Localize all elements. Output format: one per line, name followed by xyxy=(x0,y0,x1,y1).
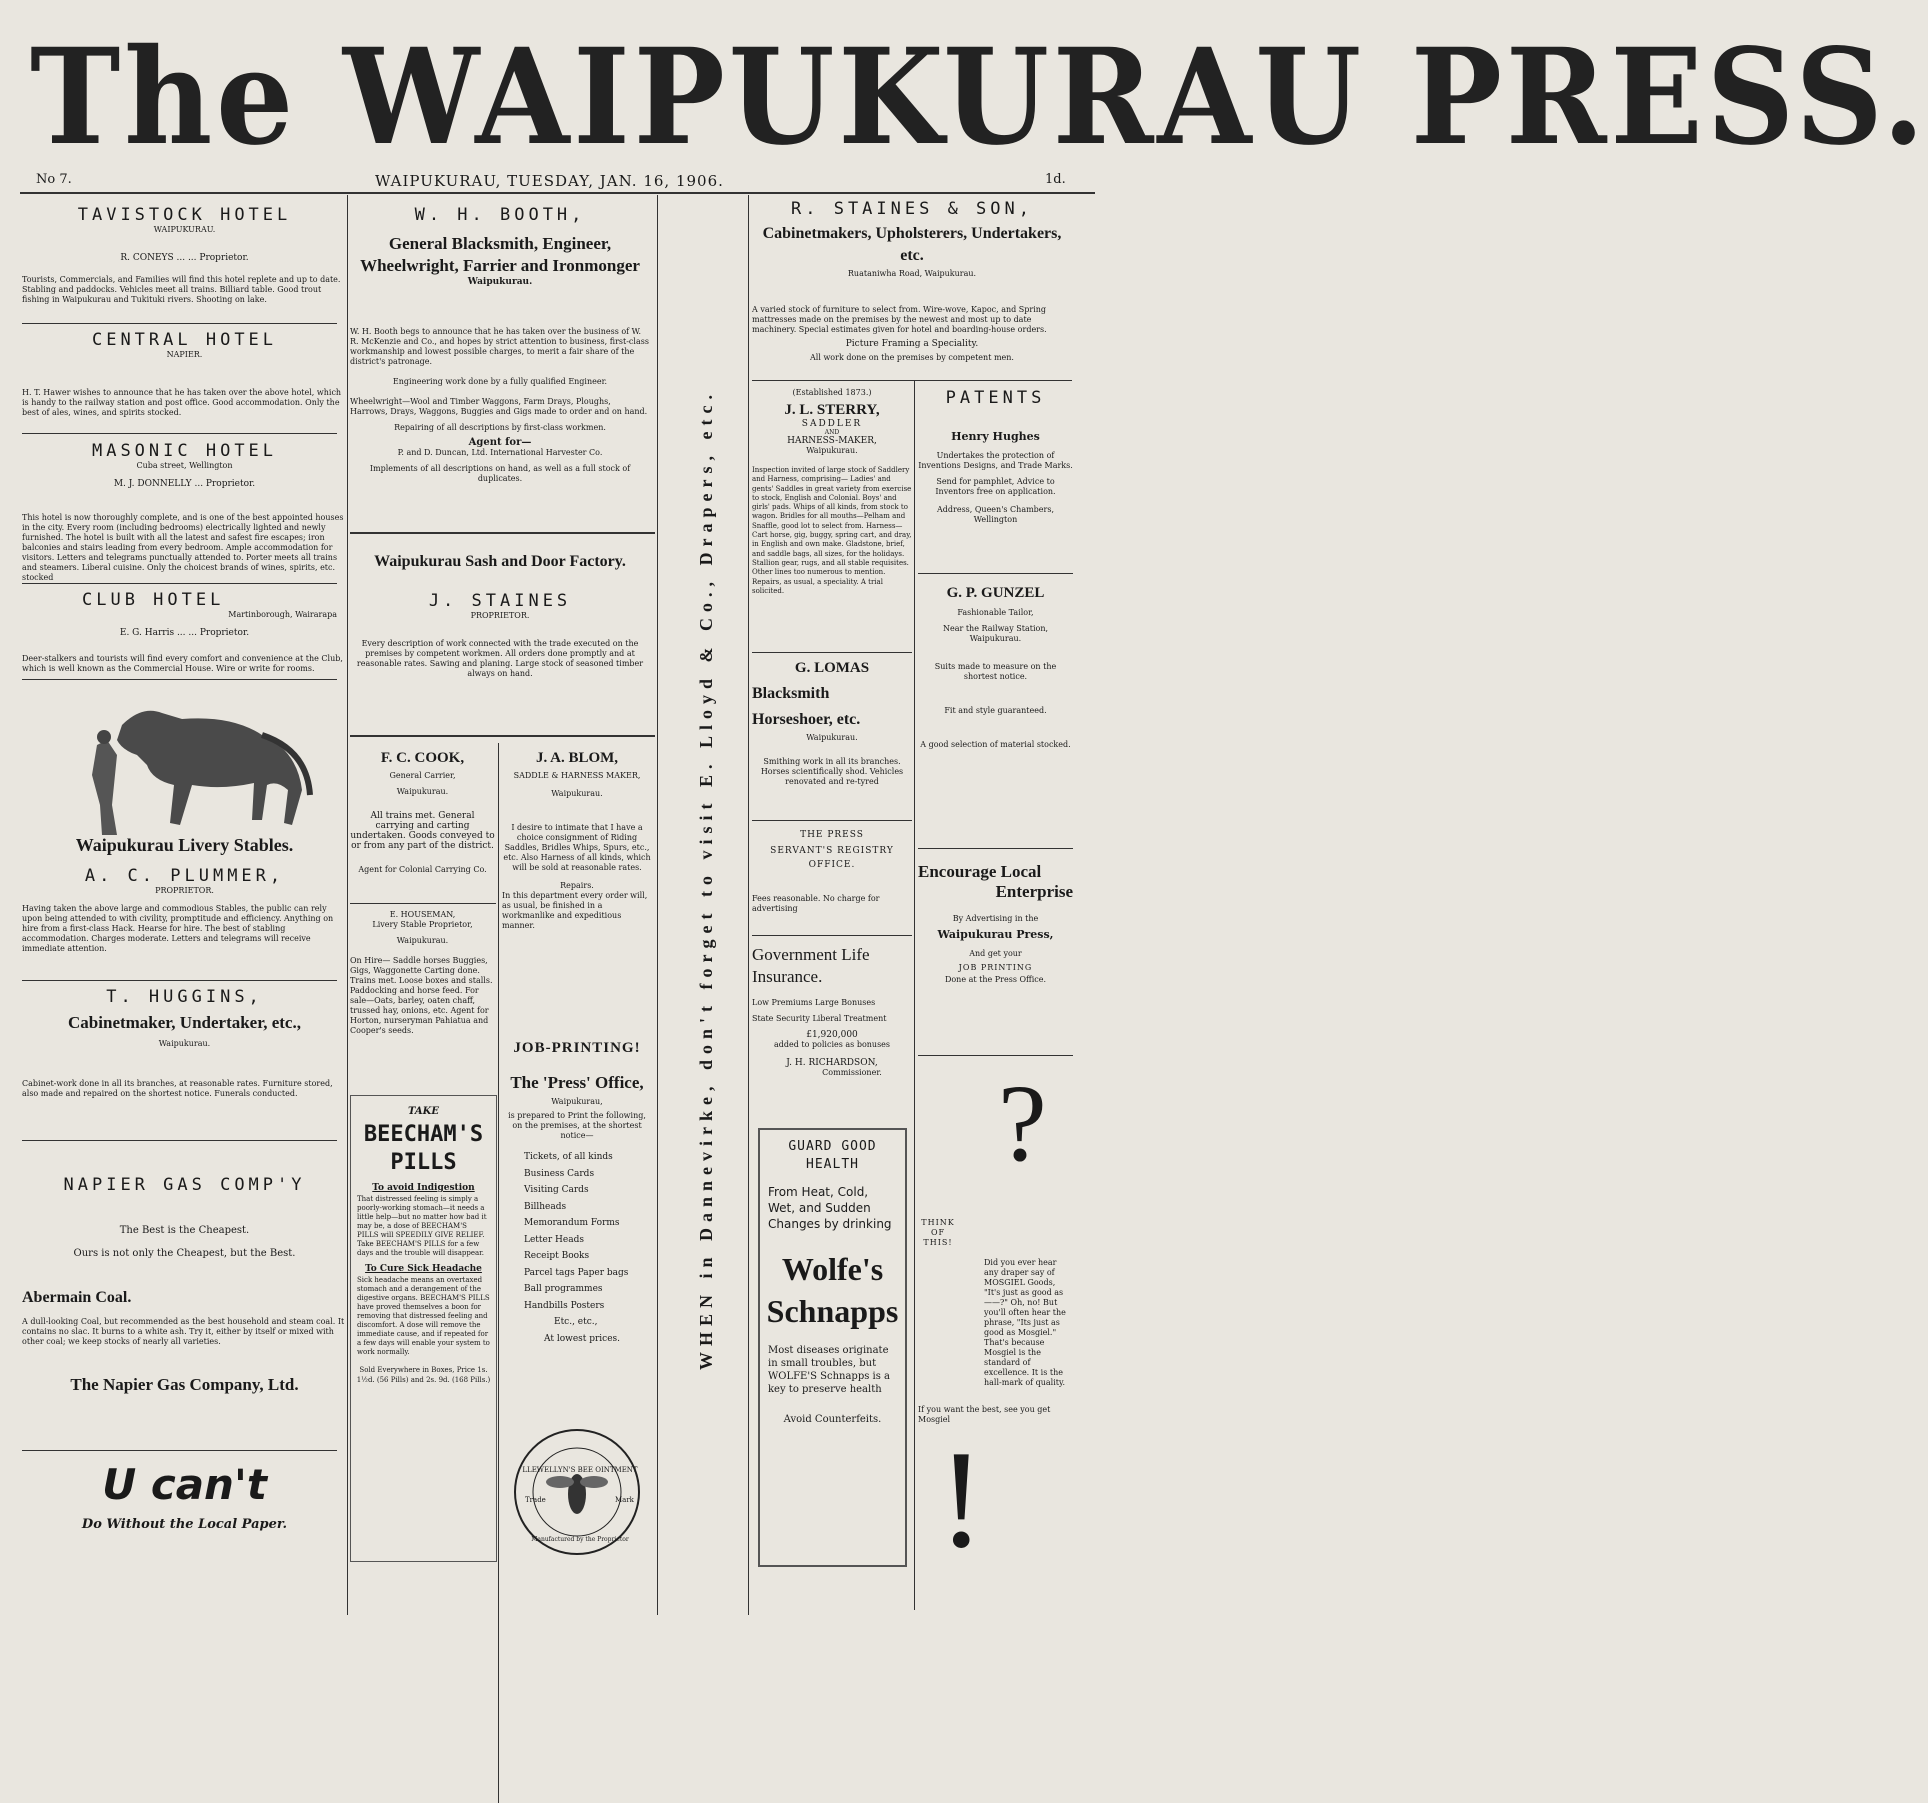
ad-town: Waipukurau. xyxy=(396,787,449,796)
ad-t1: SADDLER xyxy=(801,419,863,429)
issue-number: No 7. xyxy=(36,172,72,187)
ad-b3: And get your xyxy=(969,949,1022,958)
ad-town: Waipukurau. xyxy=(806,446,858,455)
seal-ring-text: LLEWELLYN'S BEE OINTMENT xyxy=(522,1466,638,1474)
ad-intro: is prepared to Print the following, on the premises, at the shortest notice— xyxy=(508,1111,646,1140)
divider xyxy=(752,935,912,936)
ad-title: TAVISTOCK HOTEL xyxy=(77,205,292,225)
ad-title: Waipukurau Sash and Door Factory. xyxy=(374,553,626,570)
ad-town: Waipukurau. xyxy=(806,733,858,742)
ad-body: Every description of work connected with the trade executed on the premises by competent workmen. All orders done promptly and at reasonable rates. Sawing and planing. Large stock of seasoned timber always on hand. xyxy=(356,639,644,678)
ad-l3: OFFICE. xyxy=(808,860,856,870)
ad-brand: Wolfe's Schnapps xyxy=(766,1251,899,1329)
ad-take: TAKE xyxy=(408,1106,439,1117)
club-hotel-ad xyxy=(22,590,347,674)
ad-b3: Address, Queen's Chambers, Wellington xyxy=(936,505,1054,524)
ad-town: Waipukurau. xyxy=(158,1039,211,1048)
registry-ad xyxy=(752,830,912,914)
ad-title: Waipukurau Livery Stables. xyxy=(75,835,294,855)
ad-role: Livery Stable Proprietor, xyxy=(372,920,473,929)
ad-addr: Ruataniwha Road, Waipukurau. xyxy=(847,269,977,278)
seal-right: Mark xyxy=(615,1496,634,1504)
ad-title: G. P. GUNZEL xyxy=(946,585,1045,601)
ad-title: NAPIER GAS COMP'Y xyxy=(63,1175,306,1195)
ad-b2: Waipukurau Press, xyxy=(937,928,1054,941)
ad-line2: Ours is not only the Cheapest, but the Best. xyxy=(73,1248,296,1259)
ad-foot: Avoid Counterfeits. xyxy=(783,1414,882,1425)
top-rule xyxy=(20,192,1095,194)
seal-left: Trade xyxy=(525,1496,546,1504)
list-item: Receipt Books xyxy=(524,1251,590,1261)
list-item: Tickets, of all kinds xyxy=(524,1152,613,1162)
ad-town: Martinborough, Wairarapa xyxy=(228,610,337,619)
list-item: At lowest prices. xyxy=(544,1333,621,1344)
divider xyxy=(22,433,337,434)
list-item: Handbills Posters xyxy=(524,1300,605,1311)
subcolumn-rule xyxy=(498,743,499,1803)
list-item: Business Cards xyxy=(524,1168,595,1179)
ad-foot: Sold Everywhere in Boxes, Price 1s. 1½d. (56 Pills) and 2s. 9d. (168 Pills.) xyxy=(356,1366,491,1384)
ad-owner: A. C. PLUMMER, xyxy=(84,866,285,886)
ad-est: (Established 1873.) xyxy=(792,388,872,397)
ad-proprietor: M. J. DONNELLY ... Proprietor. xyxy=(113,479,256,489)
ad-town: Waipukurau. xyxy=(467,277,533,287)
exclamation-mark: ! xyxy=(938,1422,985,1577)
ad-title: BEECHAM'S PILLS xyxy=(363,1122,484,1175)
ad-body2: Engineering work done by a fully qualified Engineer. xyxy=(392,377,608,386)
list-item: Letter Heads xyxy=(524,1234,584,1245)
column-rule xyxy=(347,195,348,1615)
ad-town: Cuba street, Wellington xyxy=(136,461,233,470)
ad-town: NAPIER. xyxy=(166,350,203,359)
divider xyxy=(752,652,912,653)
ad-body: A varied stock of furniture to select from. Wire-wove, Kapoc, and Spring mattresses made on the premises by the newest and most up to date machinery. Special estimates given for hotel and boarding-house orders. xyxy=(752,305,1047,334)
ad-trade: Cabinetmakers, Upholsterers, Undertakers, etc. xyxy=(762,225,1062,264)
patents-ad xyxy=(918,388,1073,525)
ad-town: Waipukurau. xyxy=(551,789,603,798)
column-rule xyxy=(748,195,749,1615)
ad-body: H. T. Hawer wishes to announce that he has taken over the above hotel, which is handy to the railway station and post office. Good accommodation. Only the best of ales, wines, and spirits stocked. xyxy=(22,388,342,417)
ad-foot: Fees reasonable. No charge for advertising xyxy=(752,894,880,913)
ad-title: JOB-PRINTING! xyxy=(513,1040,641,1056)
napier-gas-ad xyxy=(22,1175,347,1395)
government-life-ad xyxy=(752,944,912,1078)
horse-illustration xyxy=(62,695,312,840)
ad-agents: P. and D. Duncan, Ltd. International Harvester Co. xyxy=(397,448,603,457)
divider xyxy=(22,323,337,324)
ad-body: All trains met. General carrying and carting undertaken. Goods conveyed to or from any part of the district. xyxy=(350,811,495,851)
ad-body: Having taken the above large and commodious Stables, the public can rely upon being attended to with civility, promptitude and efficiency. Anything on hire from a first-class Hack. Hearse for hire. The best of stabling accommodation. Charges moderate. Letters and telegrams will receive immediate attention. xyxy=(22,904,334,953)
ad-title: Government Life Insurance. xyxy=(752,945,870,986)
ad-repairs: Repairs. xyxy=(560,881,594,890)
ad-note: added to policies as bonuses xyxy=(773,1040,891,1049)
ad-l2: SERVANT'S REGISTRY xyxy=(770,846,894,856)
ad-role: Commissioner. xyxy=(822,1068,882,1077)
ad-title: J. L. STERRY, xyxy=(784,402,880,418)
list-item: Memorandum Forms xyxy=(524,1218,620,1228)
ad-head2: To Cure Sick Headache xyxy=(365,1264,482,1274)
job-list xyxy=(502,1149,652,1347)
divider xyxy=(22,679,337,680)
ad-body: Smithing work in all its branches. Horses scientifically shod. Vehicles renovated and re-tyred xyxy=(760,757,904,786)
price: 1d. xyxy=(1045,172,1066,187)
ad-coal: Abermain Coal. xyxy=(22,1289,132,1306)
ad-title: W. H. BOOTH, xyxy=(414,205,586,225)
ad-title: T. HUGGINS, xyxy=(106,987,263,1007)
ad-body1: W. H. Booth begs to announce that he has taken over the business of W. R. McKenzie and Co., and hopes by strict attention to business, first-class workmanship and lowest possible charges, to merit a fair share of the district's patronage. xyxy=(350,327,649,366)
ad-addr: Near the Railway Station, Waipukurau. xyxy=(942,624,1049,643)
divider xyxy=(918,573,1073,574)
ad-role: SADDLE & HARNESS MAKER, xyxy=(513,771,641,780)
ad-body5: Implements of all descriptions on hand, as well as a full stock of duplicates. xyxy=(369,464,631,483)
divider xyxy=(22,583,337,584)
ad-agent: Agent for— xyxy=(468,437,532,448)
ad-role: PROPRIETOR. xyxy=(470,611,530,620)
ad-foot: If you want the best, see you get Mosgiel xyxy=(918,1405,1051,1424)
ad-amount: £1,920,000 xyxy=(806,1030,858,1040)
ad-r1: Low Premiums Large Bonuses xyxy=(752,998,876,1007)
vertical-lloyd-ad: WHEN in Dannevirke, don't forget to visit E. Lloyd & Co., Drapers, etc. xyxy=(696,389,716,1370)
ad-big: U can't xyxy=(102,1460,267,1509)
livery-stables-ad xyxy=(22,835,347,954)
houseman-ad xyxy=(350,910,495,1036)
list-item: Ball programmes xyxy=(524,1284,603,1294)
divider xyxy=(752,380,1072,381)
think-label: THINK OF THIS! xyxy=(921,1218,955,1247)
ad-foot: All work done on the premises by competent men. xyxy=(810,353,1014,362)
ad-b4: JOB PRINTING xyxy=(958,963,1033,972)
ad-t3: HARNESS-MAKER, xyxy=(787,436,877,446)
ad-b1: By Advertising in the xyxy=(952,914,1039,923)
divider xyxy=(918,848,1073,849)
ad-body: Did you ever hear any draper say of MOSGIEL Goods, "It's just as good as ——?" Oh, no! But you'll often hear the phrase, "Its just as good as Mosgiel." That's because Mosgiel is the standard of excellence. It is the hall-mark of quality. xyxy=(984,1258,1066,1387)
dateline xyxy=(20,172,1095,192)
list-item: Etc., etc., xyxy=(554,1317,598,1327)
ad-town: Waipukurau. xyxy=(396,936,449,945)
ad-body: Tourists, Commercials, and Families will find this hotel replete and up to date. Stabling and paddocks. Vehicles meet all trains. Billiard table. Good trout fishing in Waipukurau and Tukituki rivers. Shooting on lake. xyxy=(22,275,341,304)
divider xyxy=(918,1055,1073,1056)
ad-proprietor: E. G. Harris ... ... Proprietor. xyxy=(119,628,250,638)
ad-body: A dull-looking Coal, but recommended as the best household and steam coal. It contains no slac. It burns to a white ash. Try it, either by itself or mixed with other coal; we keep stocks of nearly all varieties. xyxy=(22,1317,345,1346)
ad-r2: State Security Liberal Treatment xyxy=(752,1014,887,1023)
divider xyxy=(22,1450,337,1451)
ad-title: G. LOMAS xyxy=(794,660,870,676)
wolfe-schnapps-ad xyxy=(758,1128,907,1567)
tavistock-ad xyxy=(22,205,347,305)
ad-b2: Send for pamphlet, Advice to Inventors free on application. xyxy=(935,477,1056,496)
ad-office: The 'Press' Office, xyxy=(510,1073,644,1092)
ad-b2: Fit and style guaranteed. xyxy=(944,706,1047,715)
cook-ad xyxy=(350,750,495,875)
ad-body: This hotel is now thoroughly complete, and is one of the best appointed houses in the city. Every room (including bedrooms) electrically lighted and newly furnished. The hotel is built with all the latest and safest fire escapes; iron balconies and stairs leading from every bedroom. Ample accommodation for visitors. Letters and telegrams punctually attended to. Porter meets all trains and steamers. Liberal cuisine. Only the choicest brands of wines, spirits, etc. stocked xyxy=(22,513,344,582)
ad-body: Deer-stalkers and tourists will find every comfort and convenience at the Club, which is well known as the Commercial House. Wire or write for rooms. xyxy=(22,654,343,673)
staines-ad xyxy=(752,195,1072,363)
ad-body4: Repairing of all descriptions by first-class workmen. xyxy=(394,423,606,432)
ad-role: PROPRIETOR. xyxy=(155,886,214,895)
masthead: The WAIPUKURAU PRESS. xyxy=(30,20,1928,175)
ad-title: R. STAINES & SON, xyxy=(791,199,1033,219)
ad-body: Inspection invited of large stock of Saddlery and Harness, comprising— Ladies' and gents' Saddles in great variety from exercise to stock, English and Colonial. Boys' and girls' pads. Whips of all kinds, from stock to wagon. Bridles for all mouths—Pelham and Snaffle, good lot to select from. Harness—Cart horse, gig, buggy, spring cart, and dray, in English and own make. Gladstone, brief, and saddle bags, all sizes, for the holidays. Stallion gear, rugs, and all stable requisites. Other lines too numerous to mention. Repairs, as usual, a speciality. A trial solicited. xyxy=(752,466,912,595)
list-item: Parcel tags Paper bags xyxy=(524,1267,629,1278)
divider xyxy=(350,903,496,904)
ad-l1: Encourage Local xyxy=(918,862,1042,881)
ad-trade: Cabinetmaker, Undertaker, etc., xyxy=(68,1013,301,1032)
ad-town: WAIPUKURAU. xyxy=(153,225,216,234)
ad-b3: A good selection of material stocked. xyxy=(920,740,1071,749)
ad-who: Henry Hughes xyxy=(951,430,1040,443)
ad-body: Cabinet-work done in all its branches, at reasonable rates. Furniture stored, also made and repaired on the shortest notice. Funerals conducted. xyxy=(22,1079,333,1098)
sash-factory-ad xyxy=(350,553,650,679)
divider xyxy=(752,820,912,821)
ad-title: J. A. BLOM, xyxy=(535,750,619,766)
ad-role: General Carrier, xyxy=(389,771,456,780)
seal-bottom: Manufactured by the Proprietor xyxy=(531,1536,629,1543)
divider xyxy=(350,735,655,737)
ad-l2: Enterprise xyxy=(995,882,1073,901)
ad-sign: J. H. RICHARDSON, xyxy=(786,1058,878,1068)
ad-role: Fashionable Tailor, xyxy=(957,608,1034,617)
divider xyxy=(22,980,337,981)
ad-body2: Sick headache means an overtaxed stomach and a derangement of the digestive organs. BEECHAM'S PILLS have proved themselves a boon for removing that distressed feeling and discomfort. A dose will remove the immediate cause, and if repeated for a few days will enable your system to work normally. xyxy=(357,1276,490,1356)
blom-ad xyxy=(502,750,652,931)
column-rule xyxy=(914,380,915,1610)
ad-title: PATENTS xyxy=(945,388,1046,408)
place-date: WAIPUKURAU, TUESDAY, JAN. 16, 1906. xyxy=(375,172,724,190)
ad-head1: To avoid Indigestion xyxy=(372,1183,475,1193)
list-item: Visiting Cards xyxy=(524,1185,589,1195)
ad-trade: General Blacksmith, Engineer, Wheelwright, Farrier and Ironmonger xyxy=(360,234,640,275)
ad-body2: Most diseases originate in small troubles, but WOLFE'S Schnapps is a key to preserve health xyxy=(768,1345,891,1395)
ad-b1: Suits made to measure on the shortest notice. xyxy=(934,662,1057,681)
ad-top: GUARD GOOD HEALTH xyxy=(788,1139,877,1172)
ad-body: From Heat, Cold, Wet, and Sudden Changes by drinking xyxy=(768,1185,892,1231)
ad-title: E. HOUSEMAN, xyxy=(389,910,456,919)
column-rule xyxy=(657,195,658,1615)
ad-sub: Do Without the Local Paper. xyxy=(81,1517,288,1532)
ad-title: CLUB HOTEL xyxy=(82,590,225,610)
ad-b5: Done at the Press Office. xyxy=(944,975,1047,984)
ad-body3: Wheelwright—Wool and Timber Waggons, Farm Drays, Ploughs, Harrows, Drays, Waggons, Buggies and Gigs made to order and on hand. xyxy=(350,397,648,416)
ad-owner: J. STAINES xyxy=(428,591,572,611)
ad-body: On Hire— Saddle horses Buggies, Gigs, Waggonette Carting done. Trains met. Loose boxes and stalls. Paddocking and horse feed. For sale—Oats, barley, oaten chaff, trussed hay, onions, etc. Agent for Horton, nurseryman Pahiatua and Cooper's seeds. xyxy=(350,956,493,1035)
ad-b1: Undertakes the protection of Inventions Designs, and Trade Marks. xyxy=(918,451,1073,470)
ad-trade: Blacksmith Horseshoer, etc. xyxy=(752,685,861,728)
divider xyxy=(350,532,655,534)
ad-title: CENTRAL HOTEL xyxy=(91,330,278,350)
booth-ad xyxy=(350,205,650,484)
ad-agent: Agent for Colonial Carrying Co. xyxy=(358,865,487,874)
ad-body1: That distressed feeling is simply a poorly-working stomach—it needs a little help—but no matter how bad it may be, a dose of BEECHAM'S PILLS will SPEEDILY GIVE RELIEF. Take BEECHAM'S PILLS for a few days and the trouble will disappear. xyxy=(357,1195,487,1257)
ad-body2: In this department every order will, as usual, be finished in a workmanlike and expeditious manner. xyxy=(502,891,648,930)
ad-company: The Napier Gas Company, Ltd. xyxy=(70,1375,299,1394)
job-printing-ad xyxy=(502,1040,652,1347)
encourage-ad xyxy=(918,862,1073,985)
ad-title: F. C. COOK, xyxy=(380,750,465,766)
ad-proprietor: R. CONEYS ... ... Proprietor. xyxy=(120,253,249,263)
ad-framing: Picture Framing a Speciality. xyxy=(845,339,979,349)
lomas-ad xyxy=(752,660,912,787)
u-cant-ad xyxy=(22,1460,347,1532)
ad-town: Waipukurau, xyxy=(551,1097,603,1106)
masonic-hotel-ad xyxy=(22,441,347,583)
ad-body: I desire to intimate that I have a choice consignment of Riding Saddles, Bridles Whips, Spurs, etc., etc. Also Harness of all kinds, which will be sold at reasonable rates. xyxy=(503,823,651,872)
central-hotel-ad xyxy=(22,330,347,418)
ad-title: MASONIC HOTEL xyxy=(91,441,278,461)
huggins-ad xyxy=(22,987,347,1099)
divider xyxy=(22,1140,337,1141)
list-item: Billheads xyxy=(524,1201,567,1212)
ad-l1: THE PRESS xyxy=(800,830,864,840)
beecham-ad xyxy=(350,1095,497,1562)
gunzel-ad xyxy=(918,585,1073,750)
question-mark: ? xyxy=(998,1062,1047,1184)
sterry-ad xyxy=(752,388,912,596)
ad-t2: AND xyxy=(824,429,840,436)
ad-line1: The Best is the Cheapest. xyxy=(119,1225,250,1236)
